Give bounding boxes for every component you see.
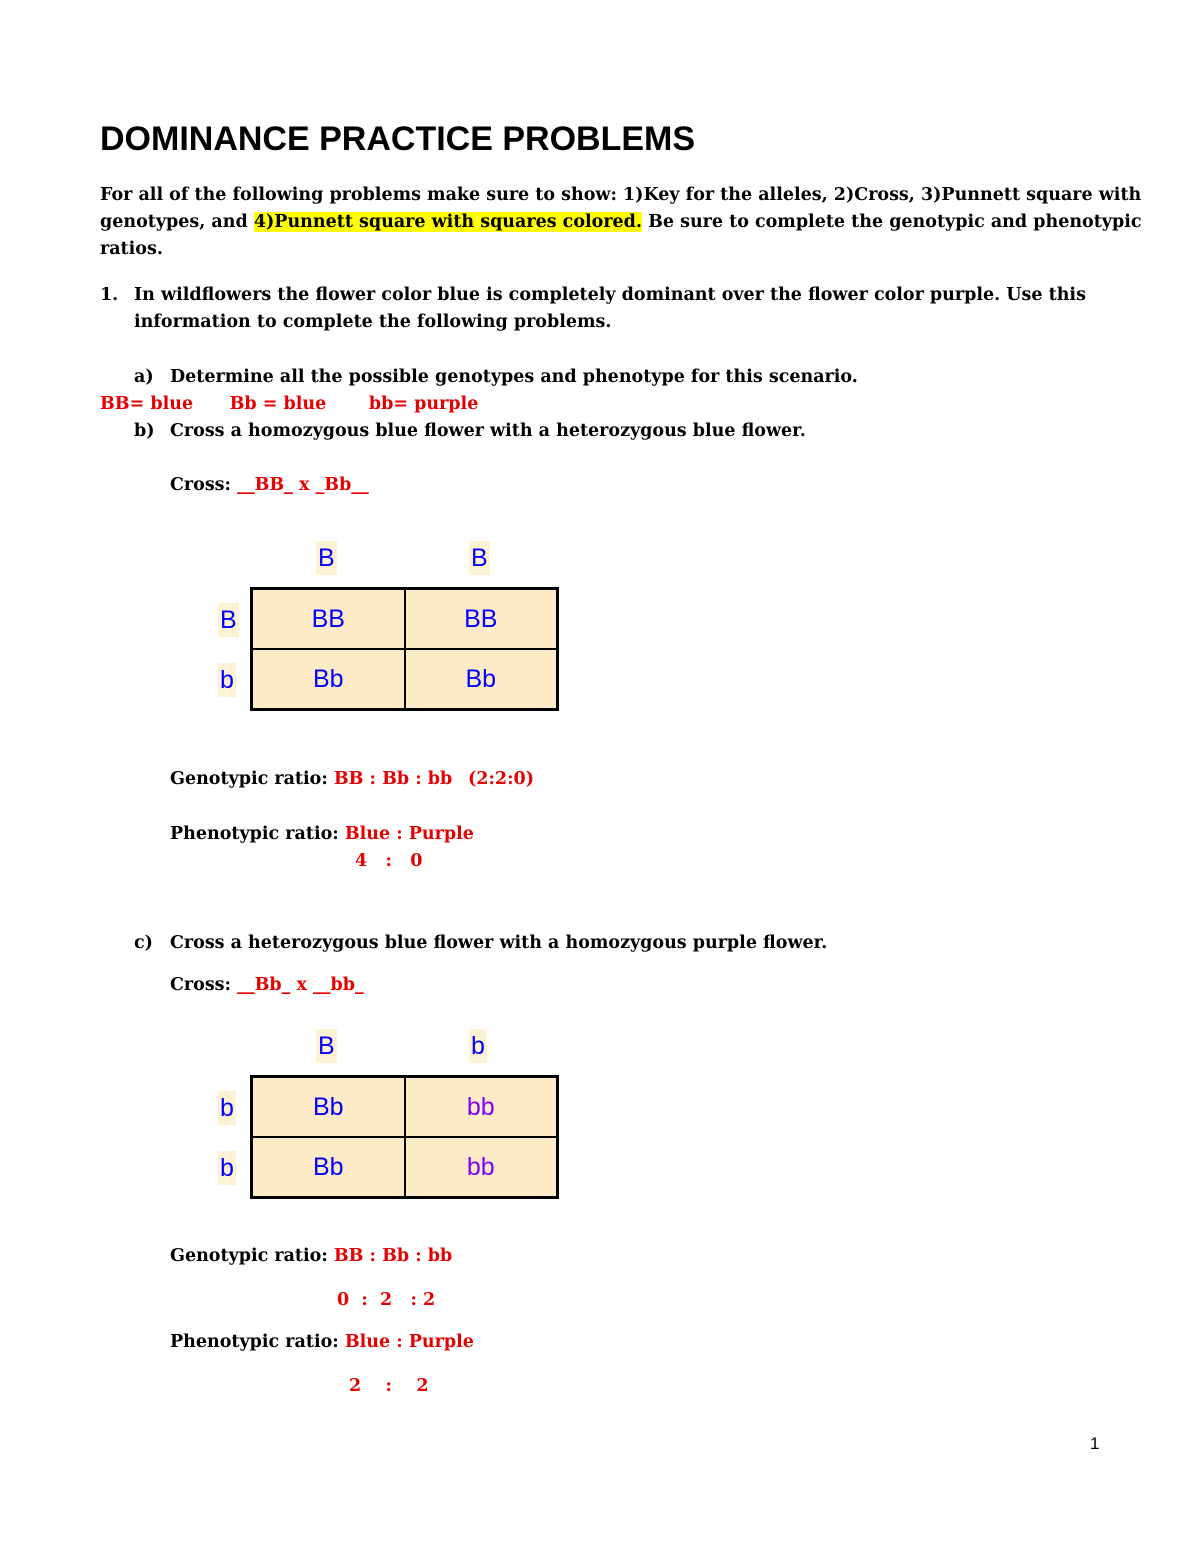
punnett-square-b [250,587,559,711]
punnett-c-side-allele-1: b [218,1091,236,1125]
punnett-b-cell: Bb [252,649,405,709]
page-title: DOMINANCE PRACTICE PROBLEMS [100,120,696,158]
part-c-question: Cross a heterozygous blue flower with a homozygous purple flower. [170,933,828,953]
part-a-answer: BB= blue Bb = blue bb= purple [100,394,479,414]
genotypic-value: BB : Bb : bb [333,769,453,789]
instructions-line-2 [100,209,1142,236]
genotypic-label: Genotypic ratio: [170,1246,334,1266]
cross-label: Cross: [170,975,238,995]
question-number: 1. [100,285,119,305]
genotypic-value: BB : Bb : bb [333,1246,453,1266]
page-number: 1 [1090,1434,1100,1453]
question-1-line-2: information to complete the following problems. [134,312,612,332]
part-b-phenotypic-ratio [170,821,474,848]
cross-value: __Bb_ x __bb_ [237,975,364,995]
punnett-c-cell: Bb [252,1137,405,1197]
punnett-b-cell: Bb [405,649,558,709]
punnett-c-side-allele-2: b [218,1151,236,1185]
punnett-square-c [250,1075,559,1199]
punnett-b-top-allele-1: B [316,541,337,575]
punnett-c-cell: Bb [252,1077,405,1137]
punnett-b-top-allele-2: B [469,541,490,575]
part-b-genotypic-ratio [170,766,452,793]
phenotypic-label: Phenotypic ratio: [170,1332,345,1352]
part-c-phenotypic-ratio [170,1329,474,1356]
cross-label: Cross: [170,475,238,495]
part-a-question: Determine all the possible genotypes and phenotype for this scenario. [170,367,858,387]
instructions-line-1: For all of the following problems make sure to show: 1)Key for the alleles, 2)Cross, 3)Punnett square with [100,185,1142,205]
instructions-text: genotypes, and [100,212,254,232]
punnett-c-cell: bb [405,1077,558,1137]
part-c-letter: c) [134,933,153,953]
phenotypic-label: Phenotypic ratio: [170,824,345,844]
punnett-b-cell: BB [405,589,558,649]
part-b-genotypic-numbers: (2:2:0) [468,769,535,789]
instructions [100,182,1142,263]
instructions-line-3: ratios. [100,239,163,259]
genotypic-label: Genotypic ratio: [170,769,334,789]
punnett-b-side-allele-2: b [218,663,236,697]
punnett-b-cell: BB [252,589,405,649]
punnett-b-side-allele-1: B [218,603,239,637]
part-c-genotypic-numbers: 0 : 2 : 2 [337,1290,436,1310]
part-b-question: Cross a homozygous blue flower with a heterozygous blue flower. [170,421,806,441]
part-c-genotypic-ratio [170,1243,452,1270]
highlighted-instruction: 4)Punnett square with squares colored. [253,212,642,232]
punnett-c-cell: bb [405,1137,558,1197]
part-b-letter: b) [134,421,155,441]
punnett-c-top-allele-2: b [469,1029,487,1063]
part-b-cross [170,472,369,499]
part-a-letter: a) [134,367,154,387]
phenotypic-value: Blue : Purple [344,824,474,844]
question-1-line-1: In wildflowers the flower color blue is completely dominant over the flower color purple. Use this [134,285,1086,305]
question-1-text [134,282,1086,336]
part-c-phenotypic-numbers: 2 : 2 [349,1376,429,1396]
cross-value: __BB_ x _Bb__ [237,475,369,495]
punnett-c-top-allele-1: B [316,1029,337,1063]
part-b-phenotypic-numbers: 4 : 0 [355,851,423,871]
part-c-cross [170,972,364,999]
phenotypic-value: Blue : Purple [344,1332,474,1352]
instructions-text-end: Be sure to complete the genotypic and phenotypic [642,212,1142,232]
